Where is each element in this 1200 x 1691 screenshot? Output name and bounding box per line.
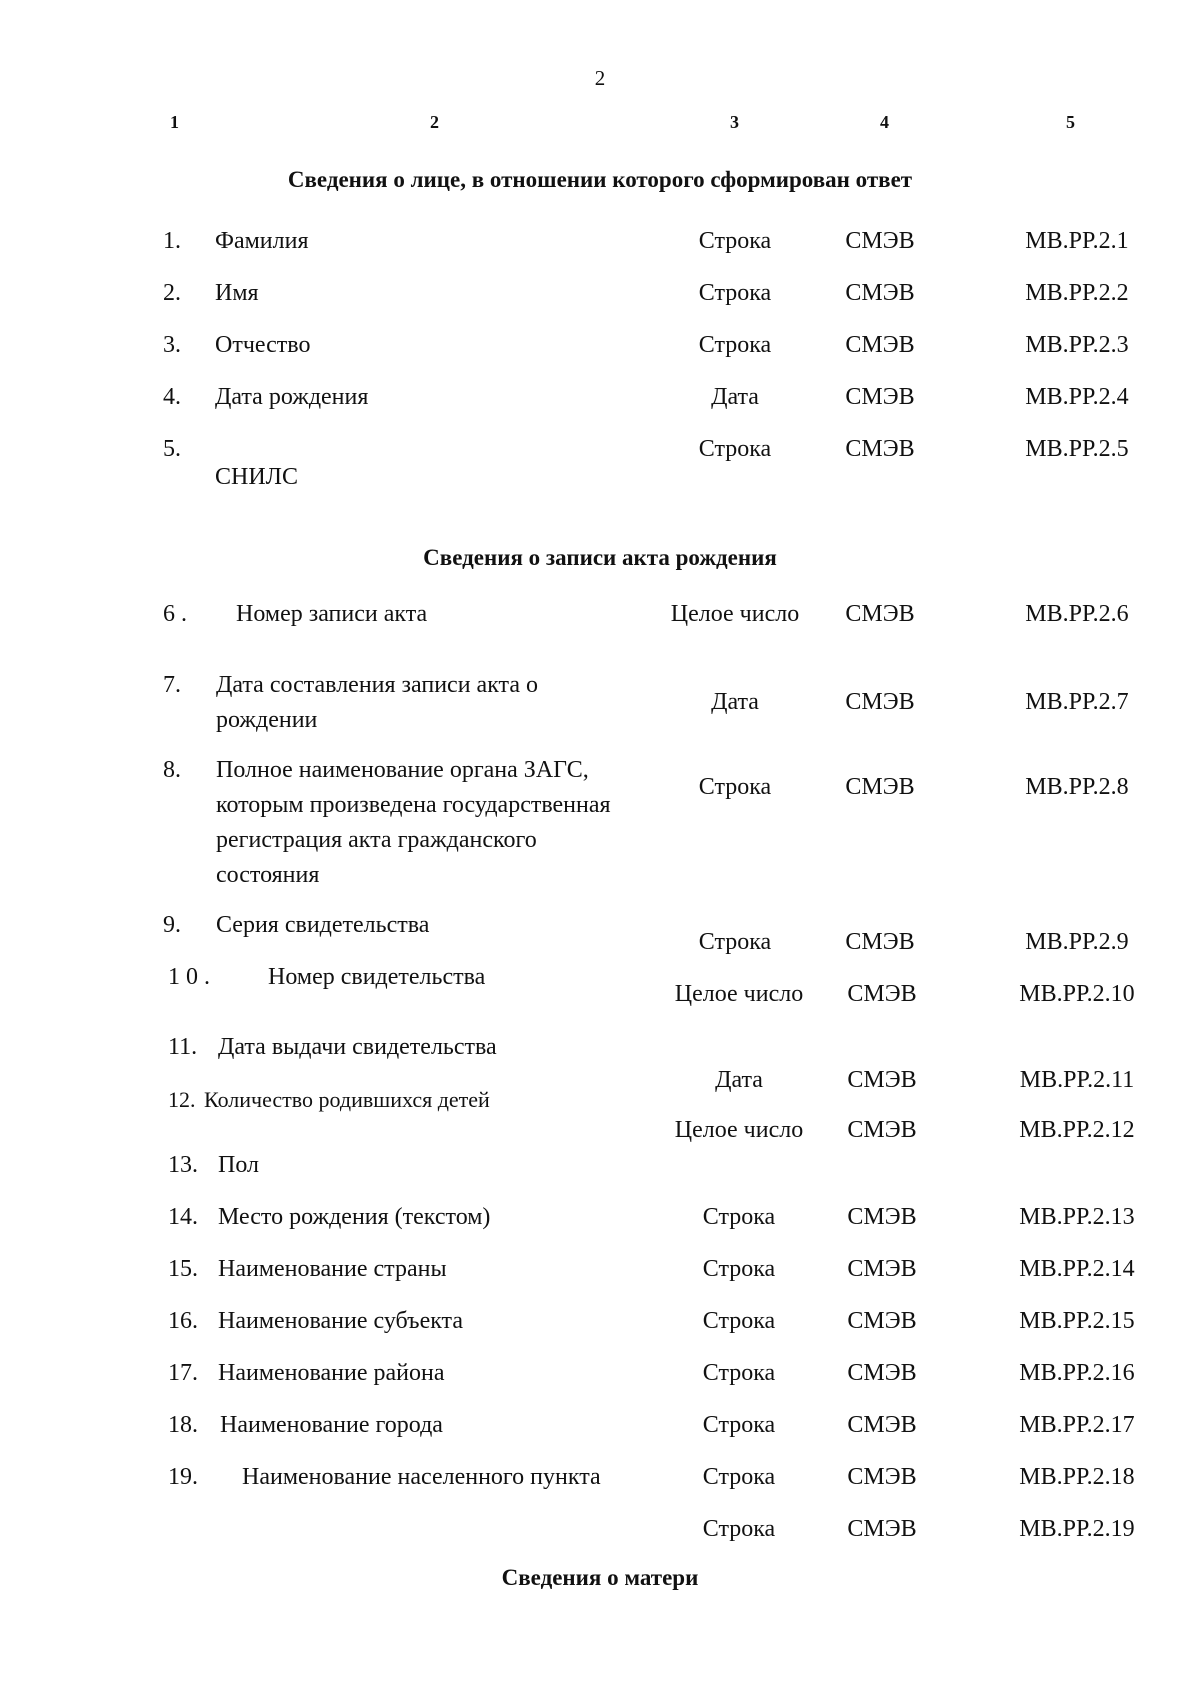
field-type: Дата [711, 384, 759, 410]
column-header-2: 2 [430, 112, 439, 132]
field-type: Строка [698, 228, 772, 254]
field-code: MB.PP.2.8 [1025, 774, 1129, 800]
section-title-mother: Сведения о матери [501, 1565, 699, 1590]
field-source: СМЭВ [847, 981, 917, 1007]
field-source: СМЭВ [845, 332, 915, 358]
field-source: СМЭВ [845, 774, 915, 800]
field-name: Наименование города [220, 1412, 443, 1438]
field-code: MB.PP.2.9 [1025, 929, 1129, 955]
field-type: Строка [702, 1256, 776, 1282]
row-number: 17. [168, 1360, 198, 1386]
field-code: MB.PP.2.1 [1025, 228, 1129, 254]
field-name: Серия свидетельства [216, 912, 430, 938]
row-number: 15. [168, 1256, 198, 1282]
row-number: 5. [163, 436, 181, 462]
field-source: СМЭВ [845, 929, 915, 955]
field-type: Строка [702, 1464, 776, 1490]
field-code: MB.PP.2.16 [1019, 1360, 1135, 1386]
field-source: СМЭВ [847, 1516, 917, 1542]
field-type: Строка [702, 1360, 776, 1386]
field-source: СМЭВ [847, 1256, 917, 1282]
row-number: 9. [163, 912, 181, 938]
row-number: 19. [168, 1464, 198, 1490]
field-type: Целое число [674, 981, 804, 1007]
field-source: СМЭВ [845, 601, 915, 627]
field-type: Строка [698, 929, 772, 955]
field-code: MB.PP.2.5 [1025, 436, 1129, 462]
field-type: Строка [702, 1412, 776, 1438]
field-type: Строка [702, 1516, 776, 1542]
field-source: СМЭВ [847, 1412, 917, 1438]
field-name: Фамилия [215, 228, 309, 254]
field-code: MB.PP.2.13 [1019, 1204, 1135, 1230]
field-code: MB.PP.2.15 [1019, 1308, 1135, 1334]
column-header-5: 5 [1066, 112, 1075, 132]
field-source: СМЭВ [845, 280, 915, 306]
field-code: MB.PP.2.17 [1019, 1412, 1135, 1438]
row-number: 4. [163, 384, 181, 410]
field-code: MB.PP.2.7 [1025, 689, 1129, 715]
row-number: 11. [168, 1034, 198, 1060]
field-type: Целое число [674, 1117, 804, 1143]
field-name: Наименование страны [218, 1256, 447, 1282]
field-type: Строка [698, 332, 772, 358]
row-number: 2. [163, 280, 181, 306]
field-name: Наименование населенного пункта [242, 1464, 601, 1490]
field-name: Количество родившихся детей [204, 1087, 490, 1112]
field-source: СМЭВ [847, 1308, 917, 1334]
field-code: MB.PP.2.3 [1025, 332, 1129, 358]
row-number: 6 . [163, 601, 187, 627]
field-source: СМЭВ [847, 1067, 917, 1093]
column-header-4: 4 [880, 112, 889, 132]
field-type: Дата [711, 689, 759, 715]
field-type: Строка [702, 1308, 776, 1334]
field-name: Номер записи акта [236, 601, 428, 627]
row-number: 8. [163, 757, 181, 783]
field-source: СМЭВ [845, 436, 915, 462]
field-name: Отчество [215, 332, 311, 358]
column-header-1: 1 [170, 112, 179, 132]
row-number: 12. [168, 1087, 196, 1112]
field-name: Дата составления записи акта о рождении [216, 672, 538, 733]
field-code: MB.PP.2.12 [1019, 1117, 1135, 1143]
field-type: Строка [702, 1204, 776, 1230]
row-number: 1. [163, 228, 181, 254]
field-code: MB.PP.2.2 [1025, 280, 1129, 306]
field-name: Имя [215, 280, 259, 306]
row-number: 3. [163, 332, 181, 358]
field-type: Дата [715, 1067, 763, 1093]
field-name: Место рождения (текстом) [218, 1204, 491, 1230]
field-type: Строка [698, 436, 772, 462]
row-number: 1 0 . [168, 964, 210, 990]
field-source: СМЭВ [845, 689, 915, 715]
field-type: Строка [698, 280, 772, 306]
field-name: Пол [218, 1152, 259, 1178]
field-code: MB.PP.2.6 [1025, 601, 1129, 627]
field-name: Наименование субъекта [218, 1308, 463, 1334]
field-code: MB.PP.2.11 [1019, 1067, 1135, 1093]
field-code: MB.PP.2.14 [1019, 1256, 1135, 1282]
field-code: MB.PP.2.19 [1019, 1516, 1135, 1542]
field-source: СМЭВ [845, 384, 915, 410]
field-source: СМЭВ [847, 1360, 917, 1386]
field-type: Строка [698, 774, 772, 800]
field-name: Номер свидетельства [268, 964, 486, 990]
row-number: 16. [168, 1308, 198, 1334]
field-name: Дата рождения [215, 384, 369, 410]
field-code: MB.PP.2.10 [1019, 981, 1135, 1007]
field-source: СМЭВ [847, 1464, 917, 1490]
section-title-birth-record: Сведения о записи акта рождения [423, 545, 777, 570]
column-header-3: 3 [730, 112, 739, 132]
page-number: 2 [594, 66, 606, 90]
row-number: 7. [163, 672, 181, 698]
row-number: 13. [168, 1152, 198, 1178]
field-type: Целое число [670, 601, 800, 627]
row-number: 18. [168, 1412, 198, 1438]
field-name: Дата выдачи свидетельства [218, 1034, 497, 1060]
field-source: СМЭВ [847, 1204, 917, 1230]
field-name: Наименование района [218, 1360, 445, 1386]
row-number: 14. [168, 1204, 198, 1230]
field-code: MB.PP.2.4 [1025, 384, 1129, 410]
field-name: Полное наименование органа ЗАГС, которым произведена государственная регистрация акта гражданского состояния [216, 757, 611, 888]
field-source: СМЭВ [845, 228, 915, 254]
section-title-person: Сведения о лице, в отношении которого сформирован ответ [287, 167, 913, 192]
field-source: СМЭВ [847, 1117, 917, 1143]
field-name: СНИЛС [215, 464, 298, 490]
field-code: MB.PP.2.18 [1019, 1464, 1135, 1490]
